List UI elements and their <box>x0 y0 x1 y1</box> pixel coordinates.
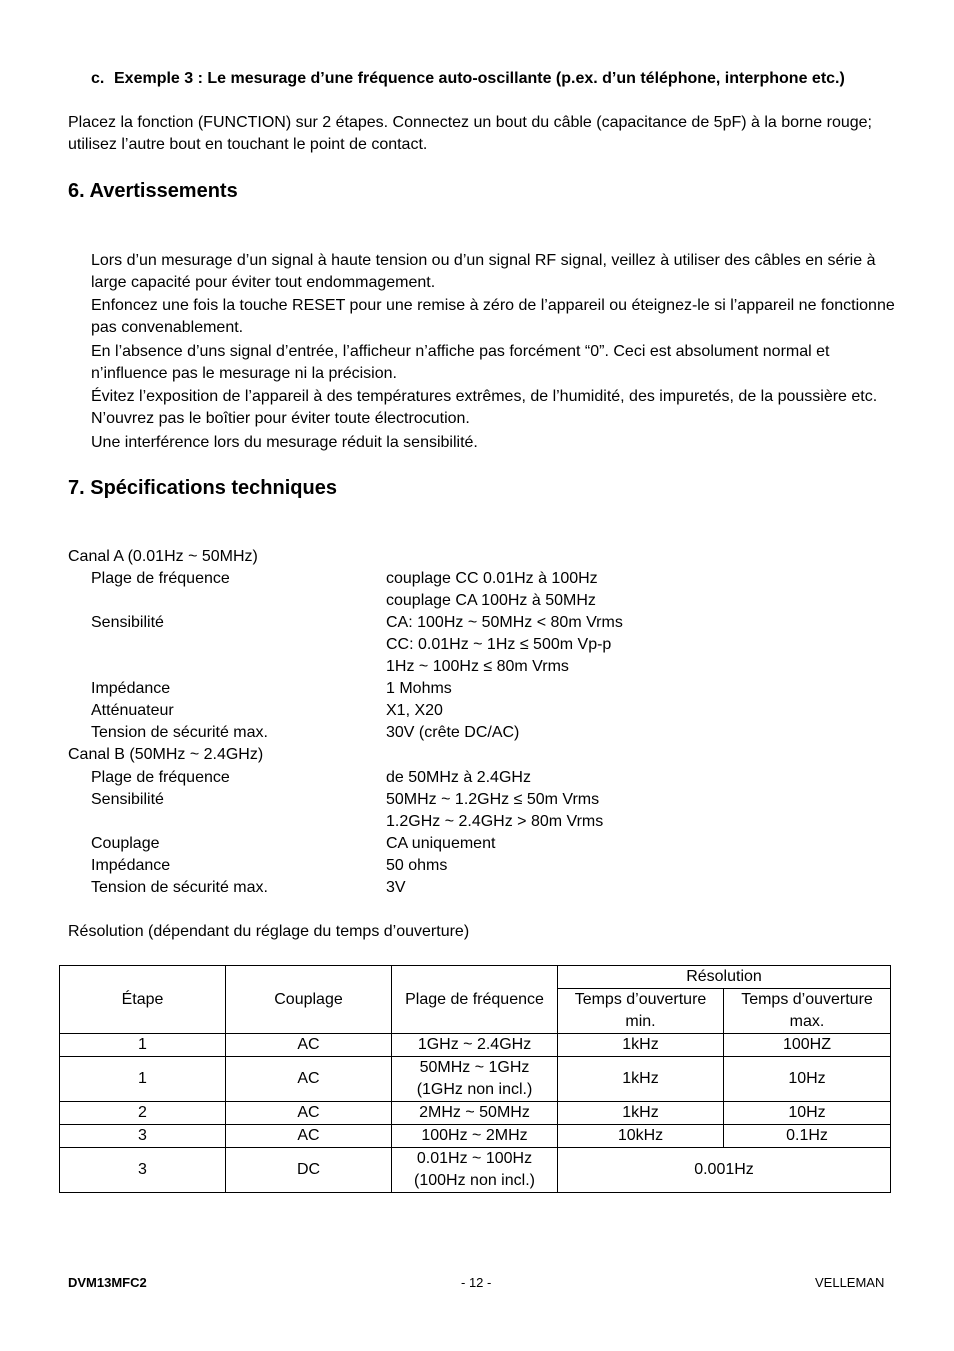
header-temps-min-line2: min. <box>625 1013 656 1030</box>
cell-max: 0.1Hz <box>724 1125 891 1148</box>
spec-value: 50MHz ~ 1.2GHz ≤ 50m Vrms <box>386 791 600 808</box>
table-row <box>60 1148 891 1193</box>
cell-max: 100HZ <box>724 1034 891 1057</box>
cell-plage-line2: (1GHz non incl.) <box>416 1081 533 1098</box>
header-plage: Plage de fréquence <box>392 966 558 1034</box>
spec-label: Tension de sécurité max. <box>91 724 268 741</box>
section-7-heading: 7. Spécifications techniques <box>68 477 337 499</box>
cell-plage-line1: 0.01Hz ~ 100Hz <box>416 1150 533 1167</box>
warning-line: pas convenablement. <box>91 319 244 336</box>
cell-plage: 1GHz ~ 2.4GHz <box>392 1034 558 1057</box>
cell-couplage: AC <box>226 1102 392 1125</box>
spec-value: 1.2GHz ~ 2.4GHz > 80m Vrms <box>386 813 604 830</box>
header-resolution: Résolution <box>558 966 891 989</box>
spec-label: Impédance <box>91 680 171 697</box>
spec-value: de 50MHz à 2.4GHz <box>386 769 531 786</box>
cell-min: 1kHz <box>558 1102 724 1125</box>
table-row <box>60 1102 891 1125</box>
header-temps-min <box>558 989 724 1034</box>
warning-line: N’ouvrez pas le boîtier pour éviter toute électrocution. <box>91 410 470 427</box>
warning-line: large capacité pour éviter tout endommagement. <box>91 274 436 291</box>
cell-couplage: AC <box>226 1125 392 1148</box>
cell-couplage: DC <box>226 1148 392 1193</box>
cell-couplage: AC <box>226 1057 392 1102</box>
warning-line: n’influence pas le mesurage ni la précision. <box>91 365 397 382</box>
spec-value: CA: 100Hz ~ 50MHz < 80m Vrms <box>386 614 623 631</box>
resolution-caption: Résolution (dépendant du réglage du temps d’ouverture) <box>68 923 470 940</box>
header-temps-max-line1: Temps d’ouverture <box>741 991 873 1008</box>
cell-etape: 2 <box>60 1102 226 1125</box>
cell-plage <box>392 1148 558 1193</box>
spec-label: Atténuateur <box>91 702 174 719</box>
footer-page-number: - 12 - <box>461 1275 492 1290</box>
canal-b-heading: Canal B (50MHz ~ 2.4GHz) <box>68 746 264 763</box>
cell-plage-line2: (100Hz non incl.) <box>414 1172 535 1189</box>
header-temps-min-line1: Temps d’ouverture <box>574 991 707 1008</box>
header-couplage: Couplage <box>226 966 392 1034</box>
cell-min: 10kHz <box>558 1125 724 1148</box>
spec-value: CC: 0.01Hz ~ 1Hz ≤ 500m Vp-p <box>386 636 612 653</box>
table-header-row <box>60 966 891 989</box>
subsection-label: c. <box>91 70 105 87</box>
cell-min: 1kHz <box>558 1034 724 1057</box>
spec-value: 30V (crête DC/AC) <box>386 724 520 741</box>
warning-line: Lors d’un mesurage d’un signal à haute tension ou d’un signal RF signal, veillez à utiliser des câbles en série à <box>91 252 876 269</box>
spec-label: Plage de fréquence <box>91 769 230 786</box>
subsection-title: Exemple 3 : Le mesurage d’une fréquence auto-oscillante (p.ex. d’un téléphone, interphone etc.) <box>114 70 845 87</box>
cell-etape: 3 <box>60 1148 226 1193</box>
spec-label: Sensibilité <box>91 614 164 631</box>
cell-etape: 3 <box>60 1125 226 1148</box>
table-row <box>60 1057 891 1102</box>
spec-value: CA uniquement <box>386 835 496 852</box>
spec-label: Sensibilité <box>91 791 164 808</box>
footer-brand: VELLEMAN <box>815 1275 885 1290</box>
cell-plage: 100Hz ~ 2MHz <box>392 1125 558 1148</box>
spec-label: Impédance <box>91 857 171 874</box>
cell-couplage: AC <box>226 1034 392 1057</box>
spec-value: couplage CC 0.01Hz à 100Hz <box>386 570 598 587</box>
cell-plage <box>392 1057 558 1102</box>
warning-line: Évitez l’exposition de l’appareil à des températures extrêmes, de l’humidité, des impuretés, de la poussière etc. <box>91 388 878 405</box>
intro-line-1: Placez la fonction (FUNCTION) sur 2 étapes. Connectez un bout du câble (capacitance de 5pF) à la borne rouge; <box>68 114 872 131</box>
cell-etape: 1 <box>60 1057 226 1102</box>
spec-value: 1Hz ~ 100Hz ≤ 80m Vrms <box>386 658 569 675</box>
warning-line: Enfoncez une fois la touche RESET pour une remise à zéro de l’appareil ou éteignez-le si l’appareil ne fonctionne <box>91 297 895 314</box>
spec-value: couplage CA 100Hz à 50MHz <box>386 592 596 609</box>
resolution-table <box>59 965 891 1193</box>
spec-value: X1, X20 <box>386 702 443 719</box>
table-row <box>60 1125 891 1148</box>
table-row <box>60 1034 891 1057</box>
header-temps-max-line2: max. <box>789 1013 825 1030</box>
warning-line: Une interférence lors du mesurage réduit la sensibilité. <box>91 434 478 451</box>
warning-line: En l’absence d’uns signal d’entrée, l’afficheur n’affiche pas forcément “0”. Ceci est absolument normal et <box>91 343 830 360</box>
header-temps-max <box>724 989 891 1034</box>
spec-value: 50 ohms <box>386 857 448 874</box>
header-etape: Étape <box>60 966 226 1034</box>
canal-a-heading: Canal A (0.01Hz ~ 50MHz) <box>68 548 258 565</box>
cell-plage-line1: 50MHz ~ 1GHz <box>419 1059 530 1076</box>
cell-resolution-merged: 0.001Hz <box>558 1148 891 1193</box>
cell-max: 10Hz <box>724 1102 891 1125</box>
cell-etape: 1 <box>60 1034 226 1057</box>
footer-model: DVM13MFC2 <box>68 1275 147 1290</box>
spec-label: Couplage <box>91 835 160 852</box>
spec-label: Tension de sécurité max. <box>91 879 268 896</box>
section-6-heading: 6. Avertissements <box>68 180 238 202</box>
spec-value: 3V <box>386 879 406 896</box>
cell-min: 1kHz <box>558 1057 724 1102</box>
cell-plage: 2MHz ~ 50MHz <box>392 1102 558 1125</box>
spec-value: 1 Mohms <box>386 680 452 697</box>
intro-line-2: utilisez l’autre bout en touchant le point de contact. <box>68 136 428 153</box>
cell-max: 10Hz <box>724 1057 891 1102</box>
spec-label: Plage de fréquence <box>91 570 230 587</box>
